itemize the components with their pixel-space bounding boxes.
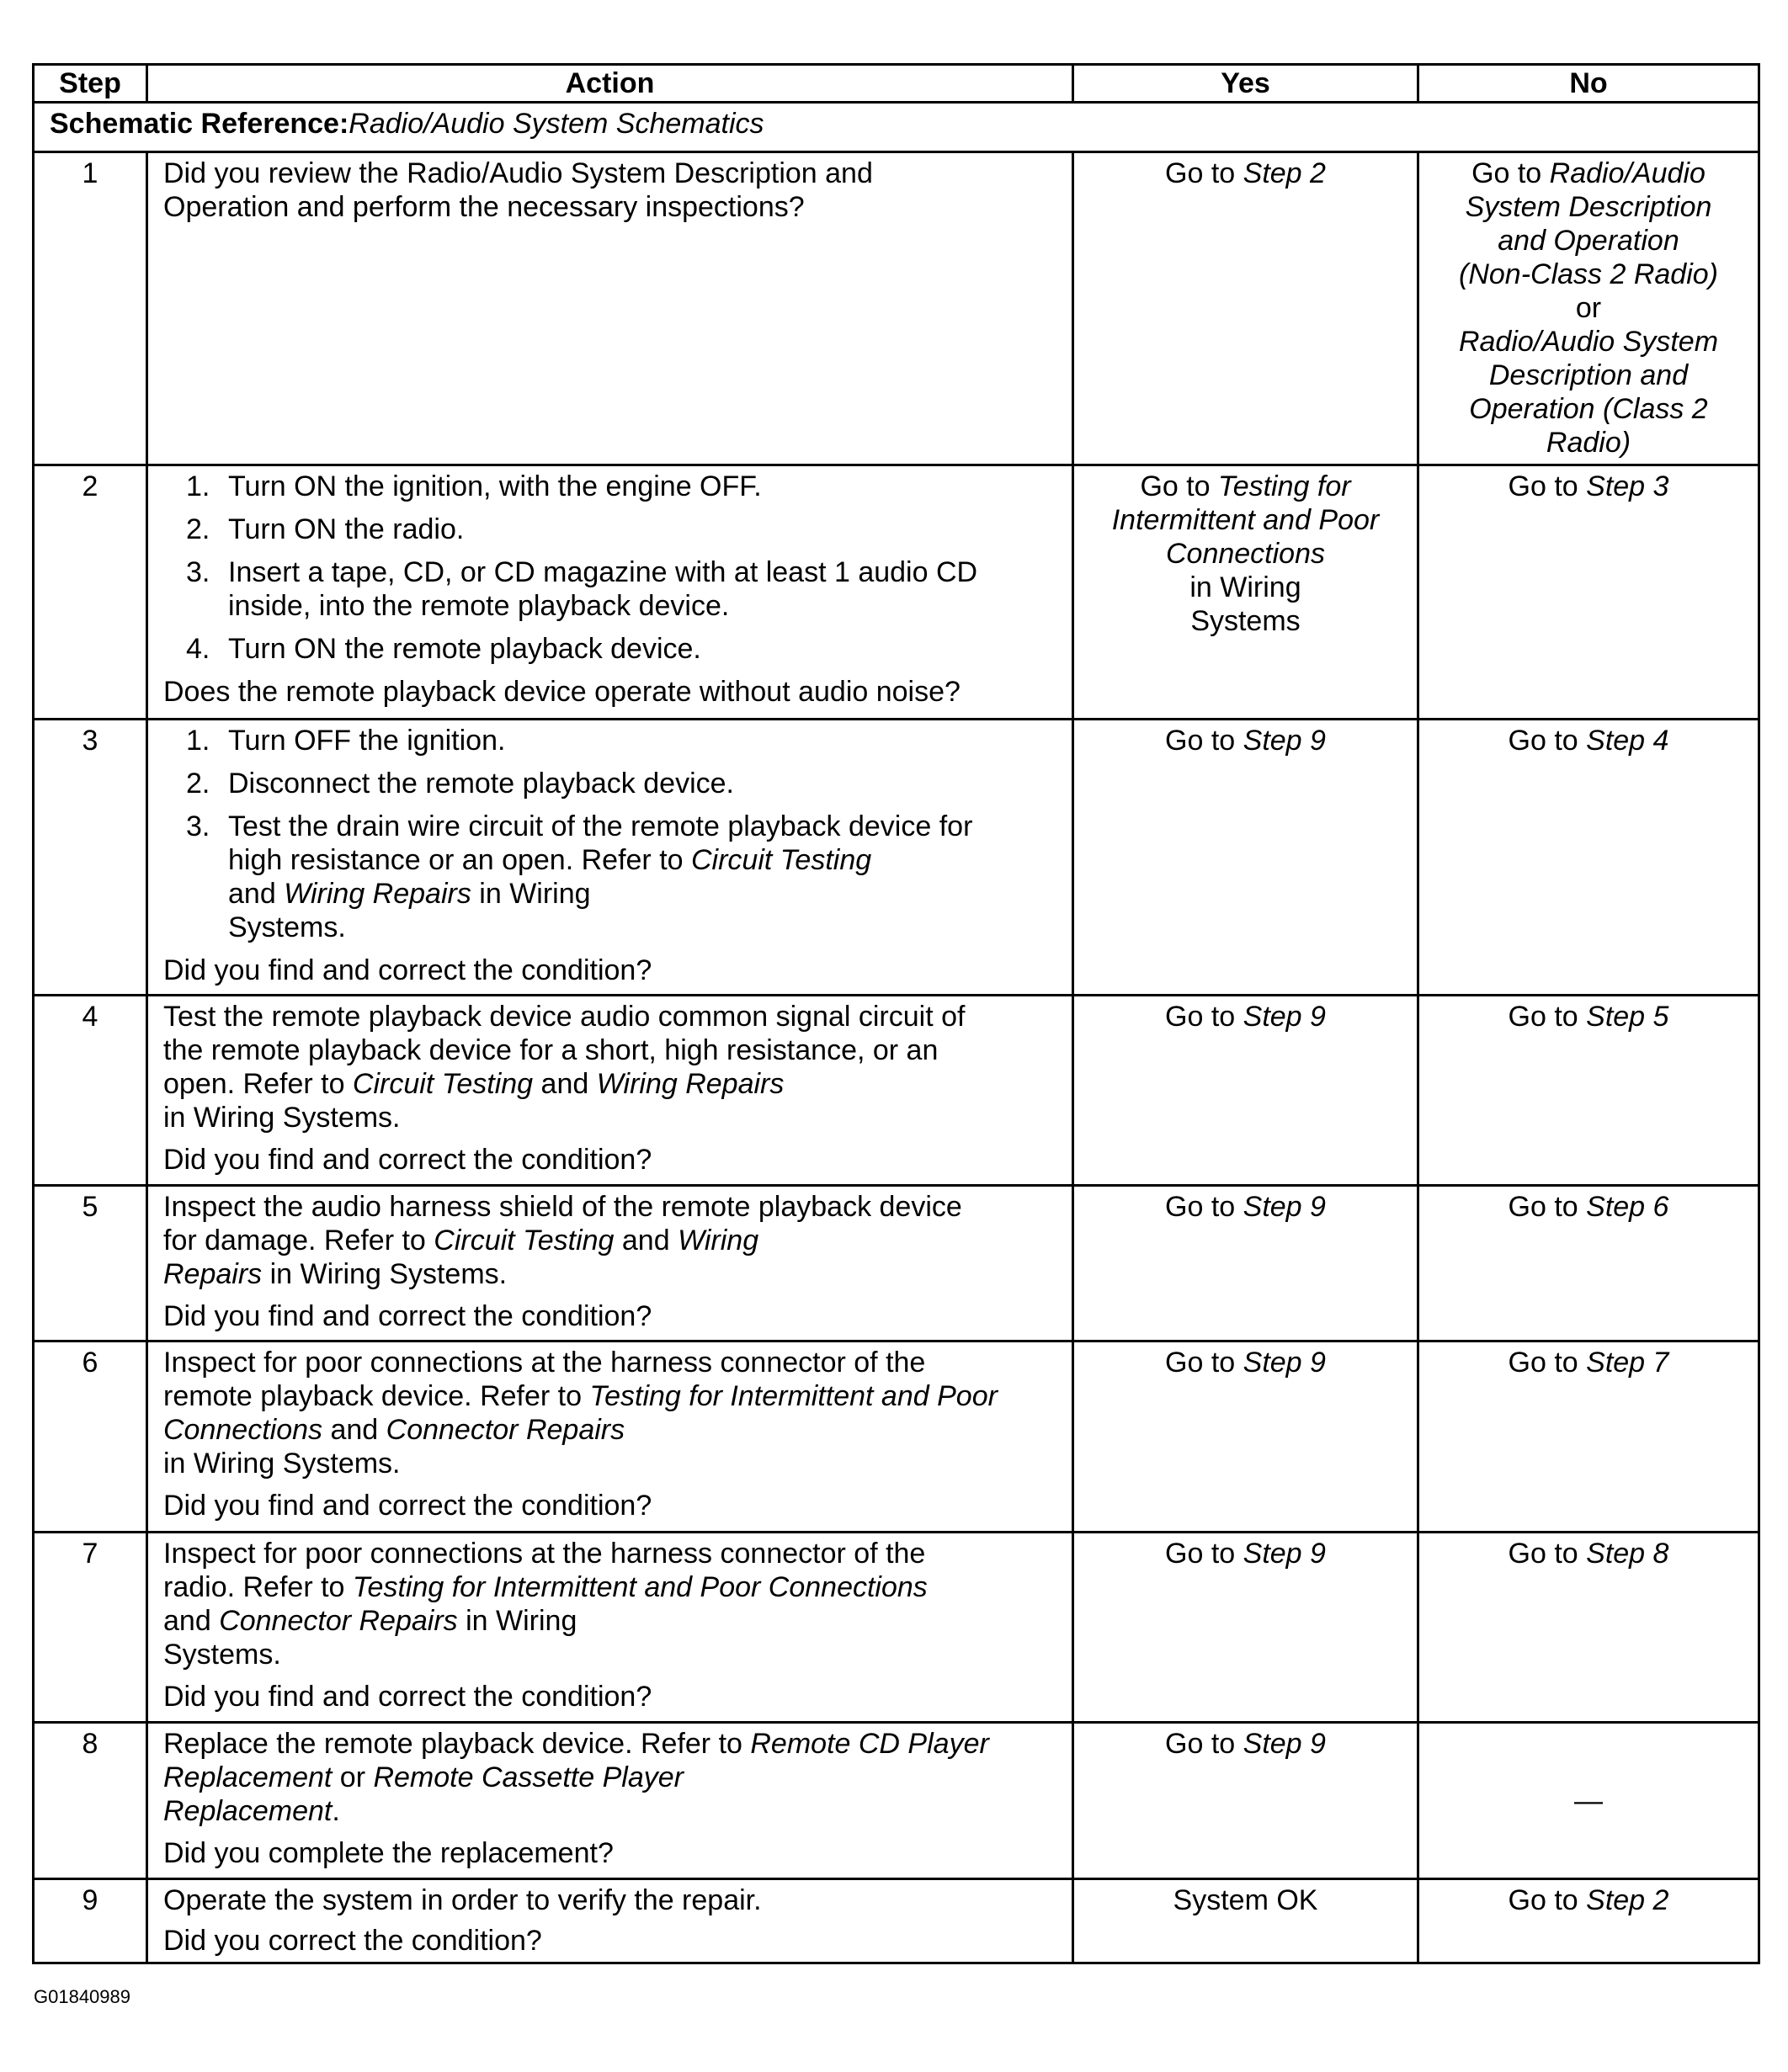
no-ref: Radio)	[1546, 427, 1631, 459]
action-cell	[147, 465, 1073, 720]
step-number: 1	[34, 152, 147, 465]
step-number: 2	[34, 465, 147, 720]
schematic-row	[34, 103, 1759, 152]
action-cell	[147, 1186, 1073, 1341]
table-row-step-1	[34, 152, 1759, 465]
yes-step-ref: Step 9	[1243, 1347, 1326, 1379]
no-cell: Go to Step 4	[1418, 720, 1759, 996]
action-line: Operate the system in order to verify the repair.	[163, 1884, 762, 1916]
action-cell	[147, 1533, 1073, 1723]
yes-step-ref: Step 2	[1243, 157, 1326, 189]
action-line: Test the remote playback device audio common signal circuit of	[163, 1001, 966, 1033]
action-question: Did you complete the replacement?	[163, 1837, 614, 1869]
action-question: Did you find and correct the condition?	[163, 954, 652, 986]
step-number: 7	[34, 1533, 147, 1723]
action-line: Connections and Connector Repairs	[163, 1414, 625, 1446]
action-cell	[147, 720, 1073, 996]
step-number: 3	[34, 720, 147, 996]
table-row-step-3	[34, 720, 1759, 996]
no-cell: Go to Step 6	[1418, 1186, 1759, 1341]
list-item: 3. Insert a tape, CD, or CD magazine with at least 1 audio CD inside, into the remote playback device.	[186, 556, 978, 622]
yes-cell: Go to Step 9	[1073, 1723, 1418, 1879]
yes-cell: Go to Step 9	[1073, 996, 1418, 1186]
no-step-ref: Step 4	[1586, 725, 1669, 757]
action-question: Did you find and correct the condition?	[163, 1300, 652, 1332]
action-line: Did you review the Radio/Audio System Description and	[163, 157, 873, 189]
list-item: 3. Test the drain wire circuit of the remote playback device for high resistance or an open. Refer to Circuit Testing and Wiring Repairs in Wiring Systems.	[186, 810, 973, 943]
table-row-step-7	[34, 1533, 1759, 1723]
no-ref: Description and	[1488, 359, 1689, 391]
yes-cell: Go to Step 9	[1073, 1186, 1418, 1341]
yes-step-ref: Step 9	[1243, 1728, 1326, 1760]
no-text: Go to	[1471, 157, 1550, 189]
yes-step-ref: Step 9	[1243, 1001, 1326, 1033]
table-row-step-5	[34, 1186, 1759, 1341]
action-question: Did you find and correct the condition?	[163, 1681, 652, 1713]
no-cell: Go to Step 5	[1418, 996, 1759, 1186]
action-line: Inspect for poor connections at the harness connector of the	[163, 1538, 926, 1570]
action-line: Replace the remote playback device. Refer to Remote CD Player	[163, 1728, 989, 1760]
yes-cell: Go to Step 9	[1073, 1341, 1418, 1533]
action-cell	[147, 152, 1073, 465]
no-cell	[1418, 1723, 1759, 1879]
action-cell	[147, 1879, 1073, 1963]
no-step-ref: Step 8	[1586, 1538, 1669, 1570]
no-step-ref: Step 3	[1586, 470, 1669, 502]
yes-cell	[1073, 1879, 1418, 1963]
action-cell	[147, 1723, 1073, 1879]
no-cell: Go to Step 2	[1418, 1879, 1759, 1963]
step-number: 4	[34, 996, 147, 1186]
action-line: in Wiring Systems.	[163, 1448, 401, 1480]
no-ref: Radio/Audio	[1549, 157, 1706, 189]
header-row	[34, 65, 1759, 103]
list-item: 2. Turn ON the radio.	[186, 513, 465, 545]
header-yes: Yes	[1073, 65, 1418, 103]
yes-step-ref: Step 9	[1243, 1191, 1326, 1223]
yes-cell	[1073, 152, 1418, 465]
yes-cell: Go to Testing for Intermittent and Poor Connections in Wiring Systems	[1073, 465, 1418, 720]
action-line: remote playback device. Refer to Testing for Intermittent and Poor	[163, 1380, 998, 1412]
list-item: 2. Disconnect the remote playback device.	[186, 768, 734, 800]
no-cell	[1418, 152, 1759, 465]
no-ref: Operation (Class 2	[1469, 393, 1708, 425]
schematic-reference	[34, 103, 1759, 152]
action-line: open. Refer to Circuit Testing and Wiring Repairs	[163, 1068, 785, 1100]
table-row-step-9	[34, 1879, 1759, 1963]
no-cell: Go to Step 7	[1418, 1341, 1759, 1533]
action-line: Replacement.	[163, 1795, 340, 1827]
no-step-ref: Step 6	[1586, 1191, 1669, 1223]
step-number: 8	[34, 1723, 147, 1879]
schematic-link: Radio/Audio System Schematics	[349, 108, 764, 140]
yes-cell: Go to Step 9	[1073, 720, 1418, 996]
no-or: or	[1575, 292, 1602, 324]
action-line: Operation and perform the necessary inspections?	[163, 191, 805, 223]
yes-text: Go to	[1165, 157, 1243, 189]
action-line: Repairs in Wiring Systems.	[163, 1258, 508, 1290]
no-ref: (Non-Class 2 Radio)	[1459, 258, 1718, 290]
list-item: 1. Turn OFF the ignition.	[186, 725, 506, 757]
action-question: Did you find and correct the condition?	[163, 1144, 652, 1176]
yes-ref: Intermittent and Poor	[1111, 504, 1380, 536]
action-question: Did you correct the condition?	[163, 1925, 542, 1957]
list-item: 4. Turn ON the remote playback device.	[186, 633, 701, 665]
no-step-ref: Step 2	[1586, 1884, 1669, 1916]
yes-ref: Testing for	[1218, 470, 1351, 502]
header-step: Step	[34, 65, 147, 103]
table-row-step-6	[34, 1341, 1759, 1533]
step-number: 9	[34, 1879, 147, 1963]
yes-step-ref: Step 9	[1243, 725, 1326, 757]
header-no: No	[1418, 65, 1759, 103]
action-question: Did you find and correct the condition?	[163, 1490, 652, 1522]
header-action: Action	[147, 65, 1073, 103]
table-row-step-2	[34, 465, 1759, 720]
step-number: 5	[34, 1186, 147, 1341]
action-line: radio. Refer to Testing for Intermittent and Poor Connections	[163, 1571, 928, 1603]
diagnostic-table-container	[32, 63, 1758, 1964]
action-steps-list	[163, 724, 1056, 944]
action-cell	[147, 1341, 1073, 1533]
step-number: 6	[34, 1341, 147, 1533]
action-line: and Connector Repairs in Wiring	[163, 1605, 577, 1637]
action-question: Does the remote playback device operate without audio noise?	[163, 676, 961, 708]
table-row-step-8	[34, 1723, 1759, 1879]
yes-ref: Connections	[1165, 538, 1325, 570]
no-ref: System Description	[1465, 191, 1712, 223]
schematic-label: Schematic Reference:	[50, 108, 349, 140]
action-line: Inspect for poor connections at the harness connector of the	[163, 1347, 926, 1379]
action-line: the remote playback device for a short, high resistance, or an	[163, 1034, 939, 1066]
no-ref: and Operation	[1498, 225, 1679, 257]
action-cell	[147, 996, 1073, 1186]
no-value-dash: —	[1574, 1784, 1603, 1817]
no-step-ref: Step 7	[1586, 1347, 1669, 1379]
action-line: Systems.	[163, 1639, 281, 1671]
figure-id: G01840989	[34, 1986, 130, 2007]
diagnostic-table	[32, 63, 1760, 1964]
no-cell: Go to Step 8	[1418, 1533, 1759, 1723]
no-cell: Go to Step 3	[1418, 465, 1759, 720]
yes-text: System OK	[1173, 1884, 1318, 1916]
action-line: Inspect the audio harness shield of the remote playback device	[163, 1191, 962, 1223]
table-row-step-4	[34, 996, 1759, 1186]
yes-cell: Go to Step 9	[1073, 1533, 1418, 1723]
action-line: Replacement or Remote Cassette Player	[163, 1761, 684, 1793]
no-step-ref: Step 5	[1586, 1001, 1669, 1033]
yes-step-ref: Step 9	[1243, 1538, 1326, 1570]
action-line: in Wiring Systems.	[163, 1102, 401, 1134]
list-item: 1. Turn ON the ignition, with the engine OFF.	[186, 470, 762, 502]
no-ref: Radio/Audio System	[1458, 326, 1719, 358]
action-line: for damage. Refer to Circuit Testing and Wiring	[163, 1225, 759, 1256]
action-steps-list	[163, 470, 1056, 666]
